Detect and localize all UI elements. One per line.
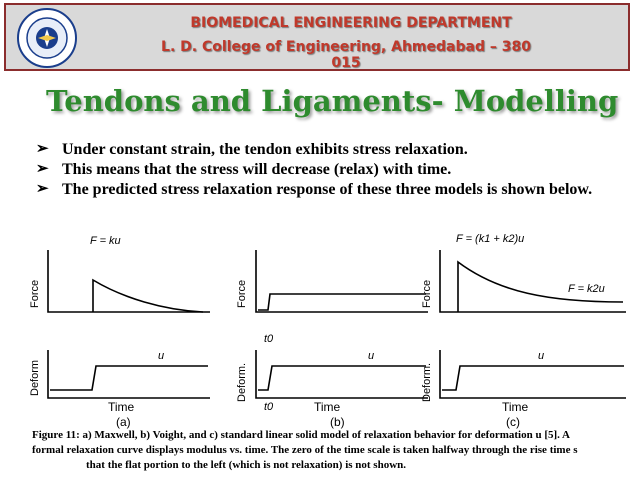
u-label-a: u bbox=[158, 350, 165, 362]
force-axes-c bbox=[440, 250, 626, 312]
department-name: BIOMEDICAL ENGINEERING DEPARTMENT bbox=[190, 15, 512, 31]
bullet-text: Under constant strain, the tendon exhibits stress relaxation. bbox=[62, 141, 468, 158]
force-equation-a: F = ku bbox=[90, 235, 121, 247]
college-name: L. D. College of Engineering, Ahmedabad – 380 015 bbox=[161, 39, 531, 71]
deform-axis-label-a: Deform bbox=[29, 359, 41, 396]
bullet-text: This means that the stress will decrease (relax) with time. bbox=[62, 161, 452, 178]
bullet-item bbox=[36, 180, 596, 199]
college-seal-logo bbox=[16, 7, 78, 69]
arrow-bullet-icon: ➢ bbox=[36, 141, 49, 157]
caption-line: Figure 11: a) Maxwell, b) Voight, and c) standard linear solid model of relaxation behavior for deformation u [5]. A bbox=[32, 429, 570, 441]
figure-caption bbox=[32, 428, 628, 473]
t0-label-b-lower: t0 bbox=[264, 401, 274, 413]
deform-axes-b bbox=[256, 350, 428, 398]
relaxation-figure bbox=[28, 230, 628, 430]
deform-axes-c bbox=[440, 350, 626, 398]
panel-label-c: (c) bbox=[506, 415, 520, 429]
arrow-bullet-icon: ➢ bbox=[36, 181, 49, 197]
u-label-c: u bbox=[538, 350, 545, 362]
force-axis-label-a: Force bbox=[29, 279, 41, 308]
deform-curve-b bbox=[258, 366, 426, 390]
deform-axis-label-b: Deform. bbox=[236, 362, 248, 402]
time-axis-label-b: Time bbox=[314, 400, 341, 414]
force-axes-b bbox=[256, 250, 428, 312]
time-axis-label-a: Time bbox=[108, 400, 135, 414]
force-axis-label-c: Force bbox=[421, 279, 433, 308]
force-curve-b bbox=[258, 294, 426, 310]
header-banner bbox=[4, 3, 630, 71]
force-axes-a bbox=[48, 250, 210, 312]
caption-line: that the flat portion to the left (which is not relaxation) is not shown. bbox=[86, 459, 407, 471]
panel-label-a: (a) bbox=[116, 415, 131, 429]
deform-axis-label-c: Deform. bbox=[421, 362, 433, 402]
panel-b bbox=[256, 250, 428, 398]
caption-line: formal relaxation curve displays modulus vs. time. The zero of the time scale is taken halfway through the rise time s bbox=[32, 444, 578, 456]
force-equation-c2: F = k2u bbox=[568, 283, 605, 295]
force-curve-a bbox=[93, 280, 203, 312]
panel-label-b: (b) bbox=[330, 415, 345, 429]
slide-title: Tendons and Ligaments- Modelling bbox=[46, 84, 619, 118]
deform-curve-a bbox=[50, 366, 208, 390]
force-equation-c: F = (k1 + k2)u bbox=[456, 233, 525, 245]
panel-c bbox=[440, 250, 626, 398]
u-label-b: u bbox=[368, 350, 375, 362]
bullet-text: The predicted stress relaxation response of these three models is shown below. bbox=[62, 181, 593, 198]
panel-a bbox=[48, 250, 210, 398]
deform-curve-c bbox=[442, 366, 624, 390]
t0-label-b-upper: t0 bbox=[264, 333, 274, 345]
time-axis-label-c: Time bbox=[502, 400, 529, 414]
bullet-list bbox=[36, 140, 596, 200]
bullet-item bbox=[36, 160, 596, 179]
bullet-item bbox=[36, 140, 596, 159]
arrow-bullet-icon: ➢ bbox=[36, 161, 49, 177]
force-axis-label-b: Force bbox=[236, 279, 248, 308]
